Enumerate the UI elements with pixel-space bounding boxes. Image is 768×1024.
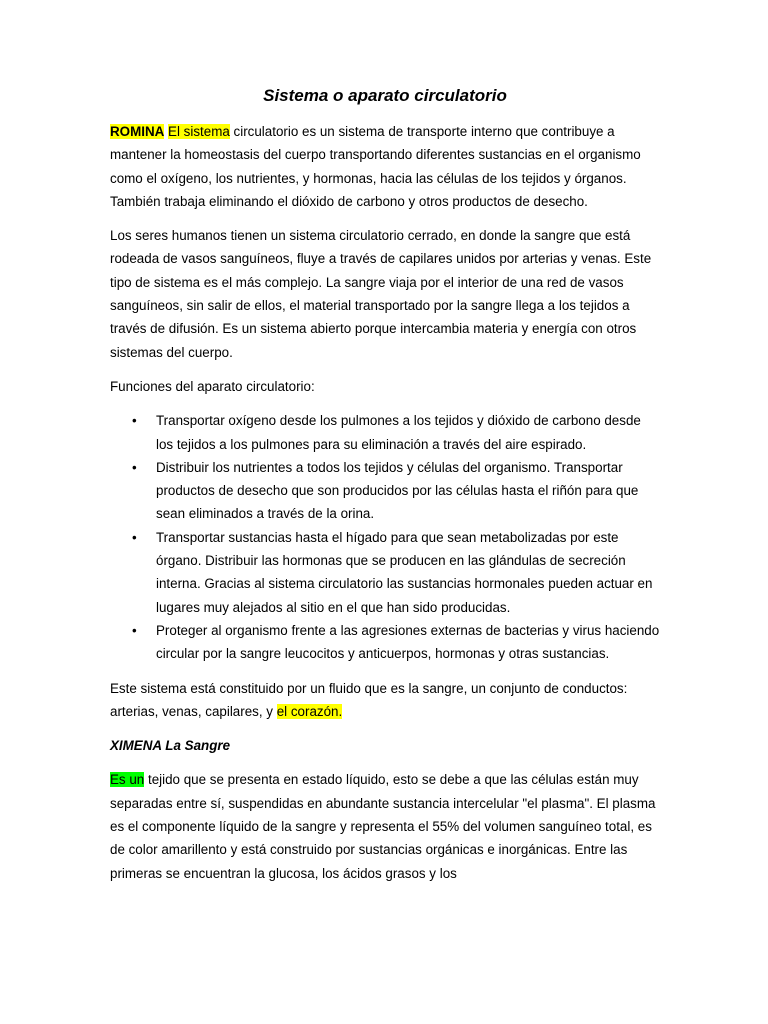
bullet-icon: • xyxy=(132,529,137,545)
highlighted-phrase: El sistema xyxy=(168,124,230,139)
list-item: • Distribuir los nutrientes a todos los tejidos y células del organismo. Transportar productos de desecho que son producidos por las células hasta el riñón para que sean eliminados a través de la orina. xyxy=(110,456,660,526)
functions-list xyxy=(110,409,660,665)
list-item: • Transportar oxígeno desde los pulmones a los tejidos y dióxido de carbono desde los tejidos a los pulmones para su eliminación a través del aire espirado. xyxy=(110,409,660,456)
composition-paragraph xyxy=(110,677,660,724)
intro-text: circulatorio es un sistema de transporte interno que contribuye a mantener la homeostasis del cuerpo transportando diferentes sustancias en el organismo como el oxígeno, los nutrientes, y hormonas, hacia las células de los tejidos y órganos. También trabaja eliminando el dióxido de carbono y otros productos de desecho. xyxy=(110,124,641,209)
document-title: Sistema o aparato circulatorio xyxy=(263,86,507,105)
bullet-icon: • xyxy=(132,459,137,475)
list-item: • Proteger al organismo frente a las agresiones externas de bacterias y virus haciendo circular por la sangre leucocitos y anticuerpos, hormonas y otras sustancias. xyxy=(110,619,660,666)
bullet-icon: • xyxy=(132,622,137,638)
functions-heading: Funciones del aparato circulatorio: xyxy=(110,378,315,394)
highlighted-green-phrase: Es un xyxy=(110,772,145,788)
closed-system-paragraph: Los seres humanos tienen un sistema circulatorio cerrado, en donde la sangre que está rodeada de vasos sanguíneos, fluye a través de capilares unidos por arterias y venas. Este tipo de sistema es el más complejo. La sangre viaja por el interior de una red de vasos sanguíneos, sin salir de ellos, el material transportado por la sangre llega a los tejidos a través de difusión. Es un sistema abierto porque intercambia materia y energía con otros sistemas del cuerpo. xyxy=(110,228,652,360)
list-item: • Transportar sustancias hasta el hígado para que sean metabolizadas por este órgano. Distribuir las hormonas que se producen en las glándulas de secreción interna. Gracias al sistema circulatorio las sustancias hormonales pueden actuar en lugares muy alejados al sitio en el que han sido producidas. xyxy=(110,526,660,619)
composition-text: Este sistema está constituido por un fluido que es la sangre, un conjunto de conductos: arterias, venas, capilares, y xyxy=(110,680,628,719)
highlighted-heart: el corazón. xyxy=(276,703,343,719)
intro-paragraph xyxy=(110,120,660,213)
author-name-romina: ROMINA xyxy=(110,124,165,139)
blood-text: tejido que se presenta en estado líquido, esto se debe a que las células están muy separadas entre sí, suspendidas en abundante sustancia intercelular "el plasma". El plasma es el componente líquido de la sangre y representa el 55% del volumen sanguíneo total, es de color amarillento y está construido por sustancias orgánicas e inorgánicas. Entre las primeras se encuentran la glucosa, los ácidos grasos y los xyxy=(110,772,656,881)
document-page xyxy=(110,84,660,896)
blood-paragraph xyxy=(110,768,660,884)
bullet-icon: • xyxy=(132,413,137,429)
section-subheading: XIMENA La Sangre xyxy=(110,738,231,754)
